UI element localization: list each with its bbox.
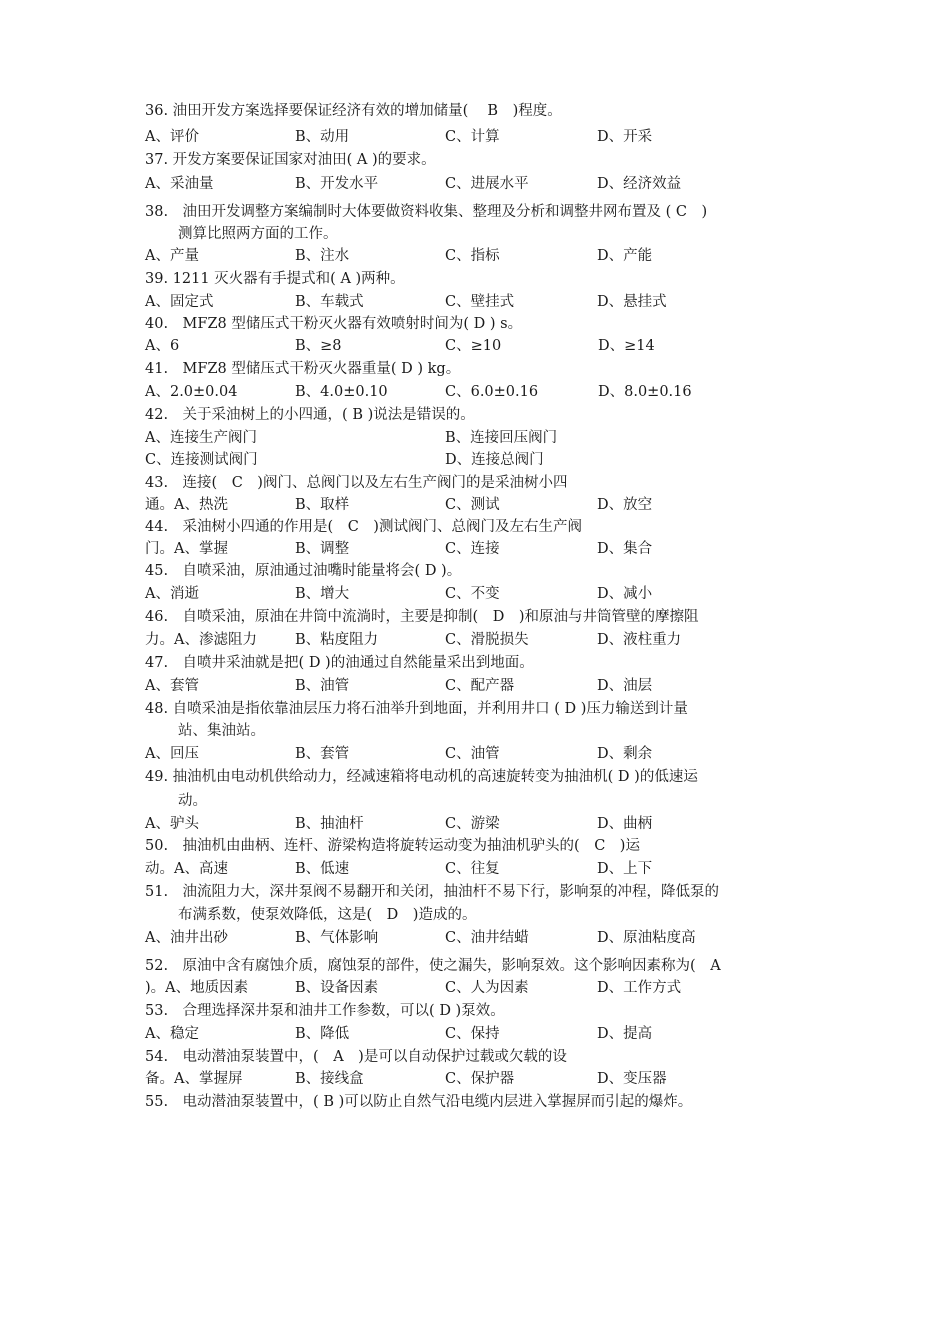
option-q48o-1: B、套管 bbox=[295, 746, 350, 762]
option-q37o-0: A、采油量 bbox=[145, 176, 214, 192]
option-q51o-1: B、气体影响 bbox=[295, 930, 379, 946]
option-q37o-2: C、进展水平 bbox=[445, 176, 529, 192]
option-q53o-3: D、提高 bbox=[597, 1026, 653, 1042]
option-q48o-2: C、油管 bbox=[445, 746, 500, 762]
question-line-q50: 50. 抽油机由曲柄、连杆、游梁构造将旋转运动变为抽油机驴头的( C )运 bbox=[145, 838, 640, 854]
option-q50o-2: C、往复 bbox=[445, 861, 500, 877]
option-q49o-1: B、抽油杆 bbox=[295, 816, 364, 832]
option-q38o-3: D、产能 bbox=[597, 248, 653, 264]
option-q44o-0: 门。A、掌握 bbox=[145, 541, 228, 557]
option-q50o-3: D、上下 bbox=[597, 861, 653, 877]
option-q43o-1: B、取样 bbox=[295, 497, 350, 513]
option-q40o-0: A、6 bbox=[145, 338, 180, 354]
question-line-q44: 44. 采油树小四通的作用是( C )测试阀门、总阀门及左右生产阀 bbox=[145, 519, 582, 535]
question-line-q36: 36. 油田开发方案选择要保证经济有效的增加储量( B )程度。 bbox=[145, 103, 562, 119]
question-line-q45: 45. 自喷采油，原油通过油嘴时能量将会( D )。 bbox=[145, 563, 462, 579]
option-q45o-2: C、不变 bbox=[445, 586, 500, 602]
option-q41o-2: C、6.0±0.16 bbox=[445, 384, 539, 400]
option-q53o-1: B、降低 bbox=[295, 1026, 350, 1042]
option-q38o-2: C、指标 bbox=[445, 248, 500, 264]
option-q51o-3: D、原油粘度高 bbox=[597, 930, 696, 946]
option-q41o-3: D、8.0±0.16 bbox=[598, 384, 692, 400]
option-q41o-1: B、4.0±0.10 bbox=[295, 384, 388, 400]
option-q48o-0: A、回压 bbox=[145, 746, 199, 762]
option-q49o-2: C、游梁 bbox=[445, 816, 500, 832]
option-q52o-0: )。A、地质因素 bbox=[145, 980, 249, 996]
option-q43o-2: C、测试 bbox=[445, 497, 500, 513]
option-q42o1-2: B、连接回压阀门 bbox=[445, 430, 558, 446]
option-q46o-0: 力。A、渗滤阻力 bbox=[145, 632, 257, 648]
option-q42o1-0: A、连接生产阀门 bbox=[145, 430, 257, 446]
option-q54o-2: C、保护器 bbox=[445, 1071, 515, 1087]
question-line-q39: 39. 1211 灭火器有手提式和( A )两种。 bbox=[145, 271, 405, 287]
option-q52o-3: D、工作方式 bbox=[597, 980, 682, 996]
option-q50o-1: B、低速 bbox=[295, 861, 350, 877]
question-line-q37: 37. 开发方案要保证国家对油田( A )的要求。 bbox=[145, 152, 436, 168]
option-q45o-3: D、减小 bbox=[597, 586, 653, 602]
question-line-q46: 46. 自喷采油，原油在井筒中流淌时，主要是抑制( D )和原油与井筒管壁的摩擦阻 bbox=[145, 609, 699, 625]
option-q52o-2: C、人为因素 bbox=[445, 980, 529, 996]
option-q48o-3: D、剩余 bbox=[597, 746, 653, 762]
option-q54o-3: D、变压器 bbox=[597, 1071, 667, 1087]
question-line-q43: 43. 连接( C )阀门、总阀门以及左右生产阀门的是采油树小四 bbox=[145, 475, 568, 491]
option-q51o-2: C、油井结蜡 bbox=[445, 930, 529, 946]
option-q44o-2: C、连接 bbox=[445, 541, 500, 557]
option-q36o-2: C、计算 bbox=[445, 129, 500, 145]
option-q49o-0: A、驴头 bbox=[145, 816, 199, 832]
question-line-q38b: 测算比照两方面的工作。 bbox=[178, 226, 338, 242]
question-line-q41: 41. MFZ8 型储压式干粉灭火器重量( D ) kg。 bbox=[145, 361, 461, 377]
option-q37o-3: D、经济效益 bbox=[597, 176, 682, 192]
question-line-q54: 54. 电动潜油泵装置中，( A )是可以自动保护过载或欠载的设 bbox=[145, 1049, 567, 1065]
option-q42o2-2: D、连接总阀门 bbox=[445, 452, 544, 468]
option-q49o-3: D、曲柄 bbox=[597, 816, 653, 832]
option-q51o-0: A、油井出砂 bbox=[145, 930, 228, 946]
question-line-q49b: 动。 bbox=[178, 793, 207, 809]
question-line-q48b: 站、集油站。 bbox=[178, 723, 265, 739]
option-q43o-3: D、放空 bbox=[597, 497, 653, 513]
question-line-q42: 42. 关于采油树上的小四通，( B )说法是错误的。 bbox=[145, 407, 475, 423]
option-q43o-0: 通。A、热洗 bbox=[145, 497, 228, 513]
option-q53o-0: A、稳定 bbox=[145, 1026, 199, 1042]
question-line-q55: 55. 电动潜油泵装置中，( B )可以防止自然气沿电缆内层进入掌握屏而引起的爆炸。 bbox=[145, 1094, 693, 1110]
option-q40o-1: B、≥8 bbox=[295, 338, 342, 354]
option-q45o-1: B、增大 bbox=[295, 586, 350, 602]
option-q45o-0: A、消逝 bbox=[145, 586, 199, 602]
option-q46o-2: C、滑脱损失 bbox=[445, 632, 529, 648]
option-q44o-3: D、集合 bbox=[597, 541, 653, 557]
option-q39o-1: B、车载式 bbox=[295, 294, 364, 310]
option-q44o-1: B、调整 bbox=[295, 541, 350, 557]
question-line-q47: 47. 自喷井采油就是把( D )的油通过自然能量采出到地面。 bbox=[145, 655, 534, 671]
option-q46o-3: D、液柱重力 bbox=[597, 632, 682, 648]
option-q52o-1: B、设备因素 bbox=[295, 980, 379, 996]
option-q54o-1: B、接线盒 bbox=[295, 1071, 364, 1087]
option-q40o-2: C、≥10 bbox=[445, 338, 502, 354]
option-q36o-0: A、评价 bbox=[145, 129, 199, 145]
option-q38o-1: B、注水 bbox=[295, 248, 350, 264]
question-line-q38: 38. 油田开发调整方案编制时大体要做资料收集、整理及分析和调整井网布置及 ( C ) bbox=[145, 204, 708, 220]
question-line-q52: 52. 原油中含有腐蚀介质，腐蚀泵的部件，使之漏失，影响泵效。这个影响因素称为( A bbox=[145, 958, 721, 974]
option-q41o-0: A、2.0±0.04 bbox=[145, 384, 238, 400]
option-q47o-0: A、套管 bbox=[145, 678, 199, 694]
question-line-q49: 49. 抽油机由电动机供给动力，经减速箱将电动机的高速旋转变为抽油机( D )的低速运 bbox=[145, 769, 698, 785]
option-q36o-3: D、开采 bbox=[597, 129, 653, 145]
option-q46o-1: B、粘度阻力 bbox=[295, 632, 379, 648]
option-q53o-2: C、保持 bbox=[445, 1026, 500, 1042]
option-q37o-1: B、开发水平 bbox=[295, 176, 379, 192]
option-q47o-1: B、油管 bbox=[295, 678, 350, 694]
option-q54o-0: 备。A、掌握屏 bbox=[145, 1071, 243, 1087]
option-q39o-3: D、悬挂式 bbox=[597, 294, 667, 310]
option-q50o-0: 动。A、高速 bbox=[145, 861, 228, 877]
option-q36o-1: B、动用 bbox=[295, 129, 350, 145]
option-q47o-2: C、配产器 bbox=[445, 678, 515, 694]
question-line-q51: 51. 油流阻力大，深井泵阀不易翻开和关闭，抽油杆不易下行，影响泵的冲程，降低泵的 bbox=[145, 884, 720, 900]
option-q47o-3: D、油层 bbox=[597, 678, 653, 694]
question-line-q51b: 布满系数，使泵效降低，这是( D )造成的。 bbox=[178, 907, 477, 923]
option-q38o-0: A、产量 bbox=[145, 248, 199, 264]
option-q39o-2: C、壁挂式 bbox=[445, 294, 515, 310]
option-q42o2-0: C、连接测试阀门 bbox=[145, 452, 258, 468]
option-q39o-0: A、固定式 bbox=[145, 294, 214, 310]
question-line-q48: 48. 自喷采油是指依靠油层压力将石油举升到地面，并利用井口 ( D )压力输送到计量 bbox=[145, 701, 688, 717]
option-q40o-3: D、≥14 bbox=[598, 338, 655, 354]
question-line-q40: 40. MFZ8 型储压式干粉灭火器有效喷射时间为( D ) s。 bbox=[145, 316, 523, 332]
question-line-q53: 53. 合理选择深井泵和油井工作参数，可以( D )泵效。 bbox=[145, 1003, 505, 1019]
